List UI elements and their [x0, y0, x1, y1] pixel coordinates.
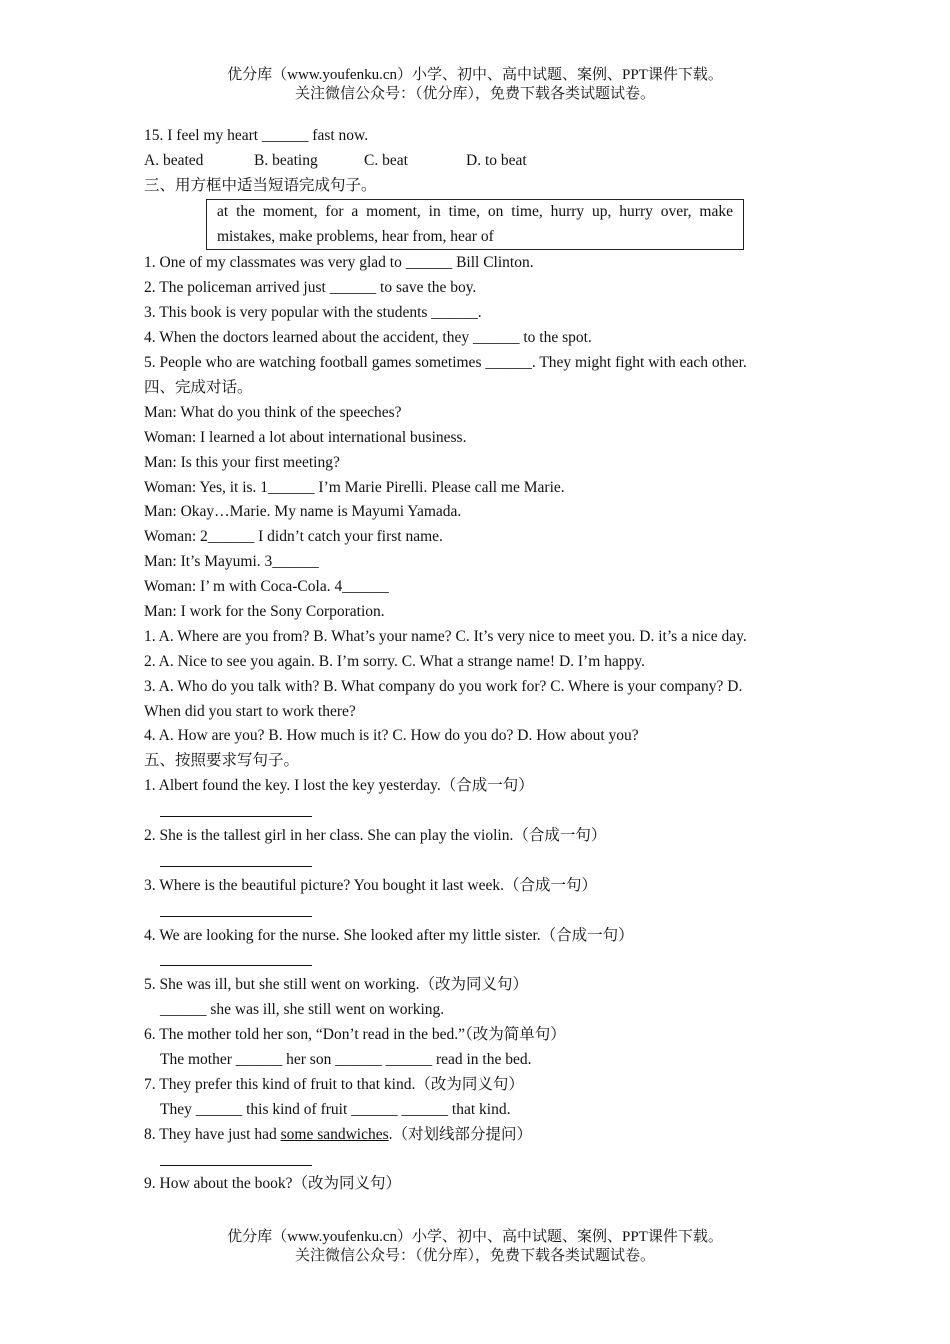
answer-blank: [160, 899, 312, 917]
dialogue-line: Woman: I’ m with Coca-Cola. 4______: [144, 578, 389, 596]
rewrite-item-6-answer: The mother ______ her son ______ ______ read in the bed.: [160, 1050, 532, 1068]
dialogue-line: Man: Okay…Marie. My name is Mayumi Yamada.: [144, 503, 462, 521]
option-d: D. to beat: [466, 151, 527, 169]
dialogue-choice: 2. A. Nice to see you again. B. I’m sorry. C. What a strange name! D. I’m happy.: [144, 652, 645, 670]
rewrite-item-2: 2. She is the tallest girl in her class. She can play the violin.（合成一句）: [144, 826, 607, 844]
dialogue-choice: 4. A. How are you? B. How much is it? C. How do you do? D. How about you?: [144, 727, 639, 745]
dialogue-line: Man: I work for the Sony Corporation.: [144, 602, 385, 620]
section-3-item: 3. This book is very popular with the students ______.: [144, 304, 482, 322]
answer-line: [144, 799, 814, 824]
rewrite-item-5: 5. She was ill, but she still went on working.（改为同义句）: [144, 976, 529, 994]
dialogue-line: Woman: 2______ I didn’t catch your first name.: [144, 528, 443, 546]
rewrite-item-6: 6. The mother told her son, “Don’t read in the bed.”（改为简单句）: [144, 1026, 566, 1044]
phrase-box-text: at the moment, for a moment, in time, on time, hurry up, hurry over, make mistakes, make problems, hear from, hear of: [217, 202, 733, 245]
footer-line-1: 优分库（www.youfenku.cn）小学、初中、高中试题、案例、PPT课件下载。: [227, 1229, 723, 1245]
document-body: [144, 124, 814, 1197]
page-footer: [0, 1228, 950, 1266]
answer-line: [144, 899, 814, 924]
section-3-item: 1. One of my classmates was very glad to ______ Bill Clinton.: [144, 254, 534, 272]
dialogue-line: Woman: Yes, it is. 1______ I’m Marie Pirelli. Please call me Marie.: [144, 478, 565, 496]
option-b: B. beating: [254, 151, 318, 169]
section-5-title: 五、按照要求写句子。: [144, 752, 300, 770]
answer-blank: [160, 799, 312, 817]
answer-line: [144, 1148, 814, 1173]
dialogue-line: Man: Is this your first meeting?: [144, 453, 340, 471]
rewrite-item-7: 7. They prefer this kind of fruit to that kind.（改为同义句）: [144, 1075, 524, 1093]
dialogue-choice: 1. A. Where are you from? B. What’s your name? C. It’s very nice to meet you. D. it’s a nice day.: [144, 627, 747, 645]
rewrite-item-8-end: .（对划线部分提问）: [388, 1125, 533, 1143]
option-c: C. beat: [364, 151, 408, 169]
phrase-box: [206, 199, 744, 251]
question-15: 15. I feel my heart ______ fast now.: [144, 127, 369, 144]
rewrite-item-1: 1. Albert found the key. I lost the key yesterday.（合成一句）: [144, 777, 534, 795]
answer-blank: [160, 1148, 312, 1166]
rewrite-item-7-answer: They ______ this kind of fruit ______ ______ that kind.: [160, 1100, 511, 1118]
option-a: A. beated: [144, 151, 204, 169]
dialogue-choice: 3. A. Who do you talk with? B. What company do you work for? C. Where is your company? D.: [144, 677, 743, 695]
section-3-item: 2. The policeman arrived just ______ to save the boy.: [144, 279, 477, 297]
answer-line: [144, 849, 814, 874]
dialogue-line: Man: It’s Mayumi. 3______: [144, 553, 319, 571]
answer-blank: [160, 849, 312, 867]
dialogue-choice-continued: When did you start to work there?: [144, 702, 356, 720]
section-4-title: 四、完成对话。: [144, 378, 253, 396]
answer-line: [144, 948, 814, 973]
section-3-title: 三、用方框中适当短语完成句子。: [144, 176, 377, 194]
rewrite-item-8: [144, 1123, 814, 1148]
section-3-item: 5. People who are watching football games sometimes ______. They might fight with each other.: [144, 354, 747, 372]
rewrite-item-3: 3. Where is the beautiful picture? You bought it last week.（合成一句）: [144, 876, 598, 894]
rewrite-item-5-answer: ______ she was ill, she still went on working.: [160, 1001, 445, 1019]
section-3-item: 4. When the doctors learned about the accident, they ______ to the spot.: [144, 329, 592, 347]
page-header: [0, 66, 950, 104]
underlined-phrase: some sandwiches: [280, 1125, 389, 1143]
question-15-options: [144, 149, 814, 174]
dialogue-line: Man: What do you think of the speeches?: [144, 403, 402, 421]
rewrite-item-4: 4. We are looking for the nurse. She looked after my little sister.（合成一句）: [144, 926, 634, 944]
rewrite-item-9: 9. How about the book?（改为同义句）: [144, 1175, 402, 1193]
header-line-1: 优分库（www.youfenku.cn）小学、初中、高中试题、案例、PPT课件下载。: [227, 67, 723, 83]
dialogue-line: Woman: I learned a lot about international business.: [144, 428, 467, 446]
answer-blank: [160, 948, 312, 966]
header-line-2: 关注微信公众号：（优分库），免费下载各类试题试卷。: [294, 86, 655, 102]
footer-line-2: 关注微信公众号：（优分库），免费下载各类试题试卷。: [294, 1248, 655, 1264]
rewrite-item-8-start: 8. They have just had: [144, 1125, 281, 1143]
